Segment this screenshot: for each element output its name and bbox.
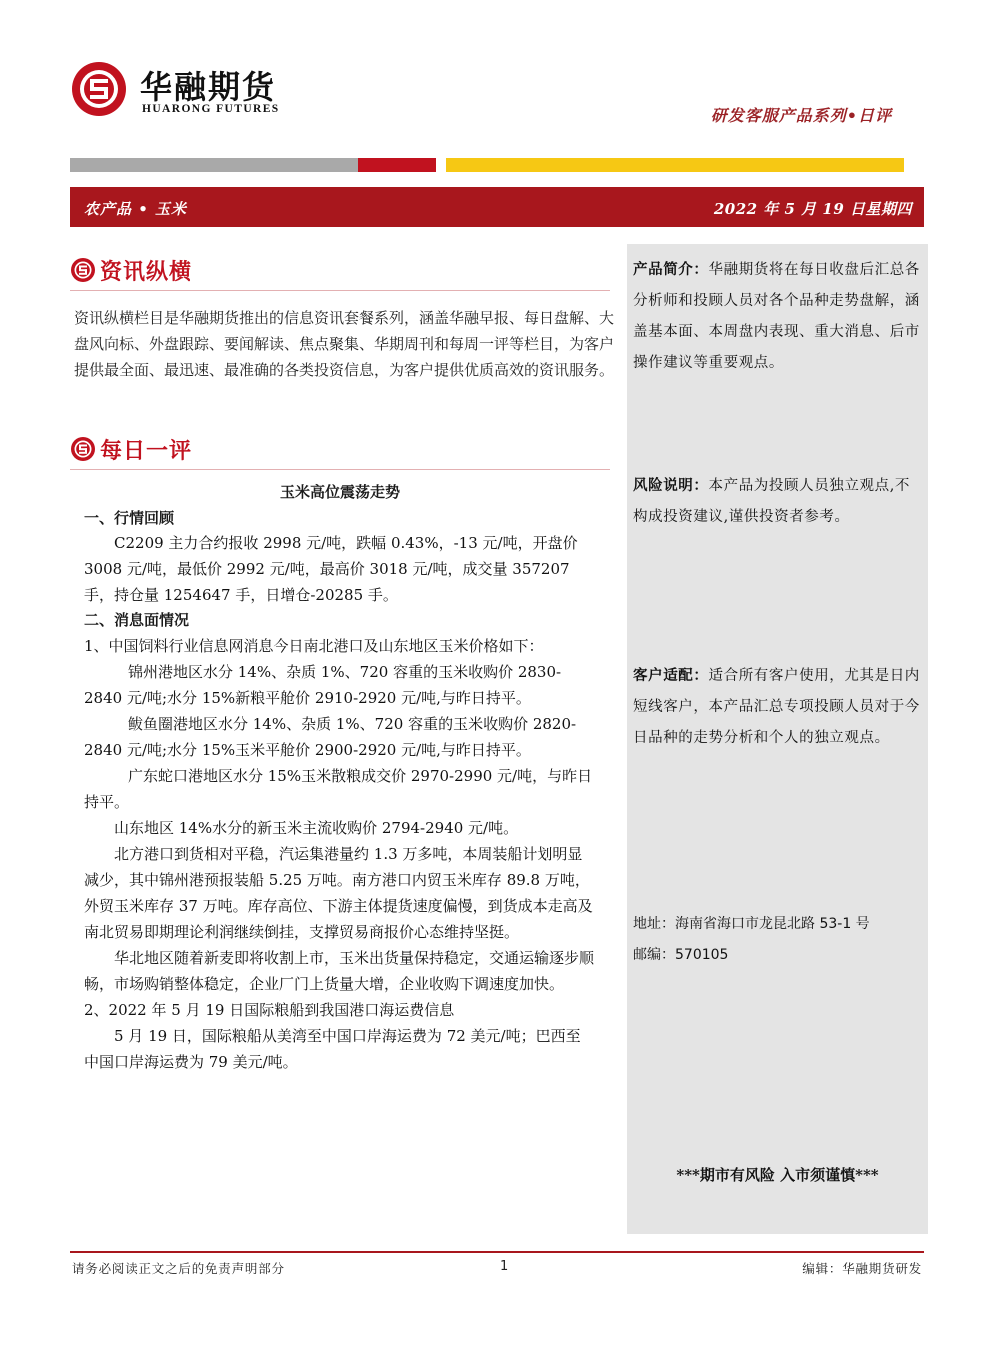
huarong-logo-icon (70, 60, 128, 118)
risk-note-label: 风险说明： (633, 477, 709, 494)
paragraph: 广东蛇口港地区水分 15%玉米散粮成交价 2970-2990 元/吨，与昨日持平。 (84, 767, 593, 811)
news-intro: 资讯纵横栏目是华融期货推出的信息资讯套餐系列，涵盖华融早报、每日盘解、大盘风向标、外盘跟踪、要闻解读、焦点聚集、华期周刊和每周一评等栏目，为客户提供最全面、最迅速、最准确的各类投资信息，为客户提供优质高效的资讯服务。 (74, 309, 615, 379)
news-heading-text: 资讯纵横 (100, 258, 193, 285)
report-series: 研发客服产品系列•日评 (710, 106, 892, 125)
header-divider-gray (70, 158, 358, 172)
company-name-en: HUARONG FUTURES (142, 103, 280, 115)
subheading-market-review: 一、行情回顾 (84, 509, 175, 527)
news-body (84, 633, 594, 1075)
paragraph: 2、2022 年 5 月 19 日国际粮船到我国港口海运费信息 (84, 1001, 455, 1019)
client-fit-label: 客户适配： (633, 667, 709, 684)
footer-disclaimer: 请务必阅读正文之后的免责声明部分 (72, 1261, 285, 1276)
huarong-logo-icon (70, 257, 96, 283)
subheading-news: 二、消息面情况 (84, 611, 190, 629)
report-date: 2022 年 5 月 19 日星期四 (713, 200, 912, 218)
heading-underline (70, 469, 610, 470)
risk-warning: ***期市有风险 入市须谨慎*** (676, 1166, 879, 1184)
daily-heading (70, 432, 192, 466)
postcode: 邮编：570105 (633, 947, 729, 963)
header-divider-yellow (446, 158, 904, 172)
paragraph: 山东地区 14%水分的新玉米主流收购价 2794-2940 元/吨。 (114, 819, 519, 837)
article-title: 玉米高位震荡走势 (279, 483, 400, 501)
category-label: 农产品 • 玉米 (84, 200, 188, 218)
news-heading (70, 253, 192, 287)
market-review-text (84, 530, 594, 608)
page-number: 1 (500, 1259, 509, 1274)
product-intro (633, 254, 923, 379)
company-name-cn: 华融期货 (140, 68, 277, 106)
header-divider-red (358, 158, 436, 172)
paragraph: C2209 主力合约报收 2998 元/吨，跌幅 0.43%，-13 元/吨，开盘价 3008 元/吨，最低价 2992 元/吨，最高价 3018 元/吨，成交量 357207 手，持仓量 1254647 手，日增仓-20285 手。 (84, 534, 578, 604)
paragraph: 锦州港地区水分 14%、杂质 1%、720 容重的玉米收购价 2830-2840 元/吨;水分 15%新粮平舱价 2910-2920 元/吨,与昨日持平。 (84, 663, 562, 707)
footer-divider (70, 1251, 924, 1253)
footer-editor: 编辑：华融期货研发 (802, 1261, 922, 1276)
paragraph: 华北地区随着新麦即将收割上市，玉米出货量保持稳定，交通运输逐步顺畅，市场购销整体稳定，企业厂门上货量大增，企业收购下调速度加快。 (84, 949, 595, 993)
paragraph: 鲅鱼圈港地区水分 14%、杂质 1%、720 容重的玉米收购价 2820-2840 元/吨;水分 15%玉米平舱价 2900-2920 元/吨,与昨日持平。 (84, 715, 577, 759)
address: 地址：海南省海口市龙昆北路 53-1 号 (633, 916, 870, 932)
heading-underline (70, 290, 610, 291)
product-intro-label: 产品简介： (633, 261, 709, 278)
huarong-logo-icon (70, 436, 96, 462)
product-intro-text: 华融期货将在每日收盘后汇总各分析师和投顾人员对各个品种走势盘解，涵盖基本面、本周盘内表现、重大消息、后市操作建议等重要观点。 (633, 262, 920, 371)
paragraph: 北方港口到货相对平稳，汽运集港量约 1.3 万多吨，本周装船计划明显减少，其中锦州港预报装船 5.25 万吨。南方港口内贸玉米库存 89.8 万吨，外贸玉米库存 37 万吨。库存高位、下游主体提货速度偏慢，到货成本走高及南北贸易即期理论利润继续倒挂，支撑贸易商报价心态维持坚挺。 (84, 845, 593, 941)
client-fit-text: 适合所有客户使用，尤其是日内短线客户，本产品汇总专项投顾人员对于今日品种的走势分析和个人的独立观点。 (633, 668, 920, 746)
risk-note (633, 470, 923, 533)
sidebar (627, 244, 928, 1234)
paragraph: 1、中国饲料行业信息网消息今日南北港口及山东地区玉米价格如下： (84, 637, 544, 655)
category-bar (70, 187, 924, 227)
daily-heading-text: 每日一评 (100, 437, 193, 464)
paragraph: 5 月 19 日，国际粮船从美湾至中国口岸海运费为 72 美元/吨；巴西至中国口岸海运费为 79 美元/吨。 (84, 1027, 581, 1071)
risk-note-text: 本产品为投顾人员独立观点,不构成投资建议,谨供投资者参考。 (633, 478, 911, 525)
client-fit (633, 660, 923, 754)
